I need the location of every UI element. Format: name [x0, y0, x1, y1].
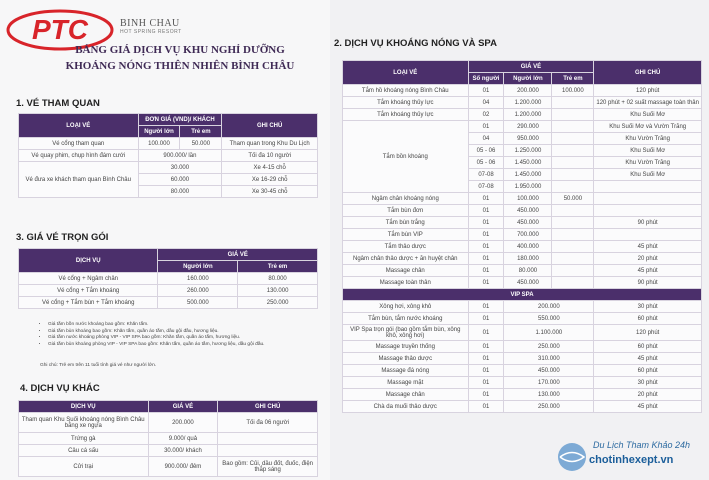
table-cell: 700.000 — [504, 229, 552, 241]
watermark-line-2: chotinhexept.vn — [589, 454, 674, 466]
other-services-table — [18, 400, 318, 477]
table-cell: 60 phút — [594, 341, 702, 353]
table-cell: 01 — [468, 325, 504, 341]
table-cell: Massage truyền thống — [343, 341, 469, 353]
table-cell: Vé cổng + Ngâm chân — [19, 273, 158, 285]
table-cell: 80.000 — [238, 273, 318, 285]
table-row — [343, 277, 702, 289]
table-cell — [552, 253, 594, 265]
table-cell: 250.000 — [504, 341, 594, 353]
col-header-price: ĐƠN GIÁ (VND)/ KHÁCH — [138, 114, 222, 126]
col-header-note: GHI CHÚ — [218, 401, 318, 413]
cell-child: 50.000 — [180, 138, 222, 150]
table-row — [343, 217, 702, 229]
table-cell: Massage đá nóng — [343, 365, 469, 377]
table-cell: 01 — [468, 85, 504, 97]
table-row — [19, 285, 318, 297]
table-cell: 310.000 — [504, 353, 594, 365]
col-header-adult: Người lớn — [158, 261, 238, 273]
col-header-count: Số người — [468, 73, 504, 85]
table-row — [343, 301, 702, 313]
note-item: • Giá tắm bồn nước khoáng bao gồm: Khăn tắm. — [48, 322, 320, 329]
table-cell: Tắm khoáng thủy lực — [343, 97, 469, 109]
note-item: • Giá tắm nước khoáng phòng VIP - VIP SPA bao gồm: Khăn tắm, quần áo tắm, hương liệu. — [48, 335, 320, 342]
table-cell: 01 — [468, 229, 504, 241]
table-cell: Ngâm chân thảo dược + ăn huyệt chân — [343, 253, 469, 265]
col-header-child: Trẻ em — [180, 126, 222, 138]
table-cell: Massage chân — [343, 265, 469, 277]
table-row — [19, 150, 318, 162]
col-header-type: LOẠI VÉ — [19, 114, 139, 138]
table-cell: 90 phút — [594, 217, 702, 229]
col-header-service: DỊCH VỤ — [19, 249, 158, 273]
table-cell: 500.000 — [158, 297, 238, 309]
table-cell: 250.000 — [504, 401, 594, 413]
table-cell: 1.450.000 — [504, 169, 552, 181]
sightseeing-table — [18, 113, 318, 198]
cell-type: Vé cổng tham quan — [19, 138, 139, 150]
col-header-type: LOẠI VÉ — [343, 61, 469, 85]
col-header-price: GIÁ VÉ — [148, 401, 218, 413]
package-footnote: Ghi chú: Trẻ em trên 11 tuổi tính giá vé như người lớn. — [40, 363, 157, 368]
table-cell: 60 phút — [594, 313, 702, 325]
table-row — [343, 109, 702, 121]
vip-spa-header: VIP SPA — [343, 289, 702, 301]
table-cell: 450.000 — [504, 217, 552, 229]
table-cell: 20 phút — [594, 253, 702, 265]
table-cell: 05 - 06 — [468, 157, 504, 169]
table-cell: Khu Vườn Trăng — [594, 157, 702, 169]
table-cell: Tắm khoáng thủy lực — [343, 109, 469, 121]
table-cell: 01 — [468, 377, 504, 389]
table-cell: 950.000 — [504, 133, 552, 145]
table-cell: 1.100.000 — [504, 325, 594, 341]
table-cell: 450.000 — [504, 277, 552, 289]
table-cell: Tắm hồ khoáng nóng Bình Châu — [343, 85, 469, 97]
table-row — [19, 413, 318, 433]
table-cell — [552, 217, 594, 229]
table-cell — [552, 229, 594, 241]
col-header-adult: Người lớn — [504, 73, 552, 85]
spa-table — [342, 60, 702, 413]
table-cell: Trứng gà — [19, 433, 149, 445]
table-cell: 01 — [468, 253, 504, 265]
table-cell — [594, 205, 702, 217]
table-cell: 160.000 — [158, 273, 238, 285]
cell-note: Tham quan trong Khu Du Lịch — [222, 138, 318, 150]
table-row — [19, 138, 318, 150]
cell-type: Vé quay phim, chụp hình đám cưới — [19, 150, 139, 162]
table-row — [343, 193, 702, 205]
col-header-adult: Người lớn — [138, 126, 180, 138]
table-row — [19, 445, 318, 457]
table-cell: 01 — [468, 341, 504, 353]
table-cell: 120 phút — [594, 325, 702, 341]
table-cell: Chà da muối thảo dược — [343, 401, 469, 413]
table-cell: 45 phút — [594, 401, 702, 413]
table-cell: 30.000/ khách — [148, 445, 218, 457]
table-cell: Khu Suối Mơ — [594, 109, 702, 121]
table-row — [343, 85, 702, 97]
table-cell: 30 phút — [594, 377, 702, 389]
table-cell: 80.000 — [504, 265, 552, 277]
left-page — [0, 0, 330, 480]
table-cell: Massage thảo dược — [343, 353, 469, 365]
table-cell: 01 — [468, 313, 504, 325]
table-row — [343, 253, 702, 265]
table-cell: 04 — [468, 133, 504, 145]
cell-note: Tối đa 10 người — [222, 150, 318, 162]
table-row — [343, 341, 702, 353]
table-cell: 01 — [468, 353, 504, 365]
globe-icon — [555, 440, 589, 474]
table-cell: 01 — [468, 121, 504, 133]
table-row — [343, 121, 702, 133]
brand-block — [120, 18, 230, 35]
table-cell: 450.000 — [504, 365, 594, 377]
section-4-title: 4. DỊCH VỤ KHÁC — [20, 383, 100, 394]
logo-text: PTC — [32, 14, 88, 45]
table-cell: Tắm bùn trắng — [343, 217, 469, 229]
table-cell: 250.000 — [238, 297, 318, 309]
table-cell — [552, 265, 594, 277]
table-row — [343, 229, 702, 241]
table-cell: 450.000 — [504, 205, 552, 217]
table-cell: 1.250.000 — [504, 145, 552, 157]
table-cell: 07-08 — [468, 181, 504, 193]
watermark — [553, 436, 703, 476]
table-cell: 01 — [468, 401, 504, 413]
table-cell: 200.000 — [504, 301, 594, 313]
table-cell: 400.000 — [504, 241, 552, 253]
table-cell: Khu Suối Mơ và Vườn Trăng — [594, 121, 702, 133]
col-header-note: GHI CHÚ — [594, 61, 702, 85]
table-cell — [552, 181, 594, 193]
table-cell: 130.000 — [238, 285, 318, 297]
table-cell: 07-08 — [468, 169, 504, 181]
table-cell: 200.000 — [148, 413, 218, 433]
table-cell: 02 — [468, 109, 504, 121]
table-cell — [218, 445, 318, 457]
table-cell: 120 phút — [594, 85, 702, 97]
table-cell: Tắm bùn đơn — [343, 205, 469, 217]
cell-adult: 80.000 — [138, 186, 222, 198]
table-row — [19, 297, 318, 309]
cell-adult: 900.000/ lần — [138, 150, 222, 162]
table-cell: 20 phút — [594, 389, 702, 401]
table-cell — [552, 277, 594, 289]
table-row — [343, 205, 702, 217]
table-cell: 170.000 — [504, 377, 594, 389]
table-cell: Vé cổng + Tắm khoáng — [19, 285, 158, 297]
brand-subtitle: HOT SPRING RESORT — [120, 29, 182, 35]
cell-adult: 30.000 — [138, 162, 222, 174]
table-cell: 04 — [468, 97, 504, 109]
col-header-price: GIÁ VÉ — [468, 61, 594, 73]
table-cell: 1.200.000 — [504, 97, 552, 109]
col-header-child: Trẻ em — [552, 73, 594, 85]
table-cell: 90 phút — [594, 277, 702, 289]
title-line-2: KHOÁNG NÓNG THIÊN NHIÊN BÌNH CHÂU — [65, 60, 295, 72]
table-cell: Tắm bồn khoáng — [343, 121, 469, 193]
table-row — [343, 401, 702, 413]
table-cell: 01 — [468, 277, 504, 289]
title-line-1: BẢNG GIÁ DỊCH VỤ KHU NGHỈ DƯỠNG — [75, 44, 285, 56]
table-cell: 60 phút — [594, 365, 702, 377]
table-cell: Massage toàn thân — [343, 277, 469, 289]
table-row — [19, 457, 318, 477]
table-cell — [552, 157, 594, 169]
table-cell — [552, 121, 594, 133]
table-cell: 01 — [468, 193, 504, 205]
table-cell — [552, 133, 594, 145]
table-cell: Câu cá sấu — [19, 445, 149, 457]
table-row — [343, 97, 702, 109]
table-cell: 290.000 — [504, 121, 552, 133]
section-1-title: 1. VÉ THAM QUAN — [16, 98, 100, 109]
table-cell: Khu Suối Mơ — [594, 169, 702, 181]
table-row — [343, 353, 702, 365]
table-cell: 200.000 — [504, 85, 552, 97]
table-cell — [552, 109, 594, 121]
table-row — [343, 377, 702, 389]
table-cell: 900.000/ đêm — [148, 457, 218, 477]
note-item: • Giá tắm bùn khoáng bao gồm: Khăn tắm, quần áo tắm, dầu gội đầu, hương liệu. — [48, 329, 320, 336]
table-cell: 01 — [468, 241, 504, 253]
table-cell: Tắm thảo dược — [343, 241, 469, 253]
table-cell: 120 phút + 02 suất massage toàn thân — [594, 97, 702, 109]
table-cell — [218, 433, 318, 445]
table-cell — [552, 205, 594, 217]
document-title — [40, 42, 320, 74]
table-cell — [552, 145, 594, 157]
table-cell: 1.200.000 — [504, 109, 552, 121]
package-notes — [40, 322, 320, 348]
col-header-note: GHI CHÚ — [222, 114, 318, 138]
table-cell: Cửi trại — [19, 457, 149, 477]
cell-adult: 100.000 — [138, 138, 180, 150]
table-cell: Tắm bùn, tắm nước khoáng — [343, 313, 469, 325]
col-header-service: DỊCH VỤ — [19, 401, 149, 413]
table-cell: Bao gồm: Củi, dầu đốt, đuốc, điện thắp sáng — [218, 457, 318, 477]
table-cell: 9.000/ quả — [148, 433, 218, 445]
table-cell: 1.950.000 — [504, 181, 552, 193]
cell-type: Vé đưa xe khách tham quan Bình Châu — [19, 162, 139, 198]
table-cell: 01 — [468, 217, 504, 229]
table-cell — [552, 97, 594, 109]
table-cell: 01 — [468, 205, 504, 217]
watermark-line-1: Du Lịch Tham Khảo 24h — [593, 440, 691, 450]
note-item: • Giá tắm bùn khoáng phòng VIP - VIP SPA bao gồm: Khăn tắm, quần áo tắm, hương liệu, dầu gội đầu. — [48, 342, 320, 349]
table-row — [343, 313, 702, 325]
table-row — [343, 325, 702, 341]
table-cell — [594, 229, 702, 241]
table-cell: VIP Spa trọn gói (bao gồm tắm bùn, xông khô, xông hơi) — [343, 325, 469, 341]
table-cell: 30 phút — [594, 301, 702, 313]
table-cell: Vé cổng + Tắm bùn + Tắm khoáng — [19, 297, 158, 309]
table-cell: 260.000 — [158, 285, 238, 297]
package-table — [18, 248, 318, 309]
table-cell: 45 phút — [594, 241, 702, 253]
cell-note: Xe 4-15 chỗ — [222, 162, 318, 174]
table-cell: Ngâm chân khoáng nóng — [343, 193, 469, 205]
col-header-price: GIÁ VÉ — [158, 249, 318, 261]
table-cell: 05 - 06 — [468, 145, 504, 157]
table-cell: 130.000 — [504, 389, 594, 401]
col-header-child: Trẻ em — [238, 261, 318, 273]
table-cell: 01 — [468, 389, 504, 401]
table-row — [343, 389, 702, 401]
table-row — [343, 241, 702, 253]
cell-adult: 60.000 — [138, 174, 222, 186]
table-cell: Massage chân — [343, 389, 469, 401]
table-cell: 100.000 — [504, 193, 552, 205]
table-cell: Tối đa 06 người — [218, 413, 318, 433]
brand-name: BINH CHAU — [120, 18, 180, 29]
table-cell: 45 phút — [594, 265, 702, 277]
table-cell: 50.000 — [552, 193, 594, 205]
table-row — [343, 365, 702, 377]
table-cell: 01 — [468, 365, 504, 377]
table-row — [19, 433, 318, 445]
table-cell — [552, 241, 594, 253]
table-cell: Xông hơi, xông khô — [343, 301, 469, 313]
right-page — [330, 0, 709, 480]
cell-note: Xe 30-45 chỗ — [222, 186, 318, 198]
table-cell: Khu Suối Mơ — [594, 145, 702, 157]
table-cell: 180.000 — [504, 253, 552, 265]
table-cell: 1.450.000 — [504, 157, 552, 169]
table-cell: Massage mặt — [343, 377, 469, 389]
cell-note: Xe 16-29 chỗ — [222, 174, 318, 186]
table-cell: Tham quan Khu Suối khoáng nóng Bình Châu bằng xe ngựa — [19, 413, 149, 433]
table-row — [343, 265, 702, 277]
table-cell — [552, 169, 594, 181]
table-cell: 45 phút — [594, 353, 702, 365]
table-row — [19, 162, 318, 174]
table-cell: 01 — [468, 301, 504, 313]
table-cell: 550.000 — [504, 313, 594, 325]
table-row — [19, 273, 318, 285]
section-3-title: 3. GIÁ VÉ TRỌN GÓI — [16, 232, 109, 243]
table-cell: Khu Vườn Trăng — [594, 133, 702, 145]
section-2-title: 2. DỊCH VỤ KHOÁNG NÓNG VÀ SPA — [334, 38, 497, 49]
table-cell: Tắm bùn VIP — [343, 229, 469, 241]
table-cell: 01 — [468, 265, 504, 277]
table-cell — [594, 193, 702, 205]
table-cell — [594, 181, 702, 193]
table-cell: 100.000 — [552, 85, 594, 97]
